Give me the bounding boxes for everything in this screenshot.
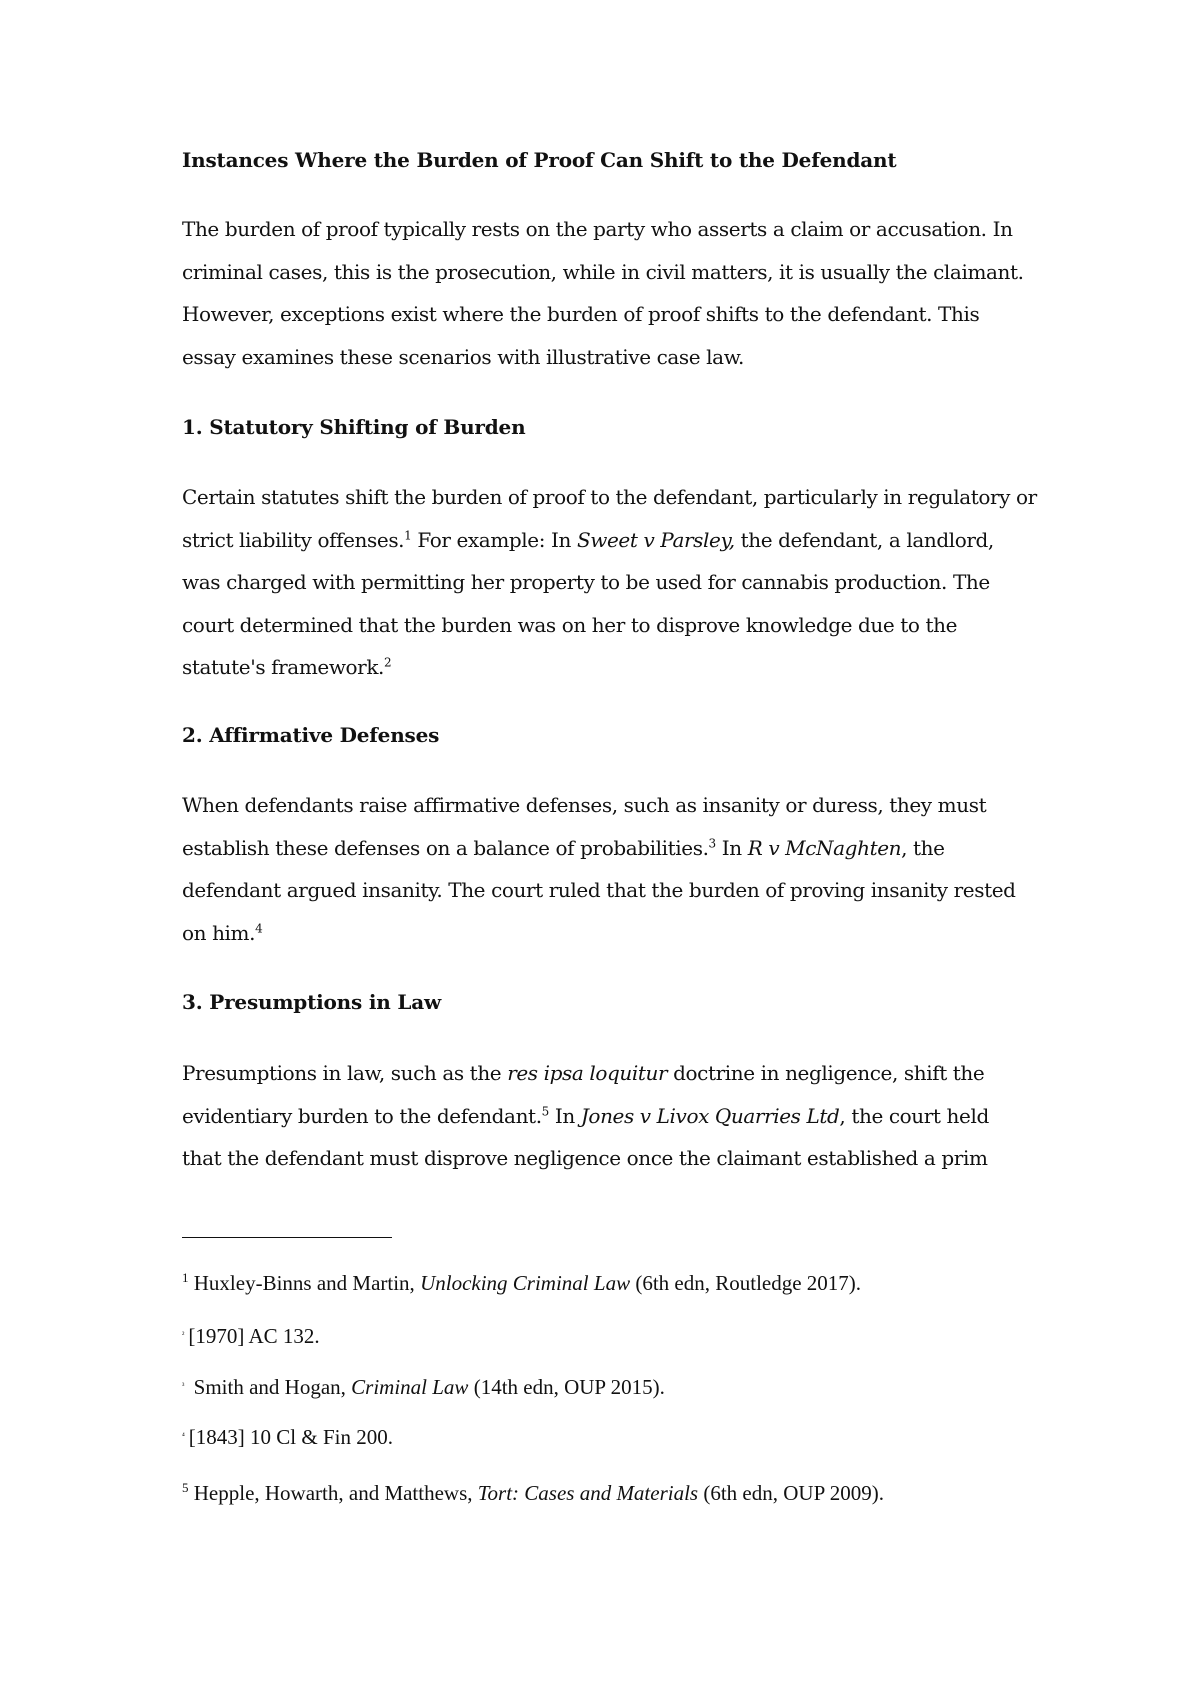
paragraph-line: defendant argued insanity. The court ruled that the burden of proving insanity rested bbox=[182, 878, 1016, 902]
paragraph-line: court determined that the burden was on her to disprove knowledge due to the bbox=[182, 612, 958, 637]
intro-line: criminal cases, this is the prosecution, while in civil matters, it is usually the claimant. bbox=[182, 259, 1024, 284]
paragraph-line: on him.$^4$ bbox=[182, 920, 263, 945]
paragraph-line: Certain statutes shift the burden of proof to the defendant, particularly in regulatory or bbox=[182, 485, 1037, 509]
case-name: R v McNaghten bbox=[747, 835, 902, 860]
footnote-3: $^{^3}$ Smith and Hogan, Criminal Law (14th edn, OUP 2015). bbox=[182, 1375, 665, 1399]
footnote-ref-4[interactable]: 4 bbox=[255, 920, 263, 935]
section-1-heading: 1. Statutory Shifting of Burden bbox=[182, 415, 526, 439]
paragraph-line: was charged with permitting her property to be used for cannabis production. The bbox=[182, 570, 990, 594]
case-name: Jones v Livox Quarries Ltd bbox=[580, 1103, 840, 1128]
intro-paragraph bbox=[182, 208, 1062, 378]
paragraph-line: statute's framework.$^2$ bbox=[182, 655, 392, 679]
paragraph-line: that the defendant must disprove negligence once the claimant established a prim bbox=[182, 1146, 988, 1170]
legal-term: res ipsa loquitur bbox=[507, 1061, 668, 1085]
footnote-ref-2[interactable]: 2 bbox=[384, 655, 392, 670]
case-name: Sweet v Parsley, bbox=[576, 527, 735, 552]
footnote-ref-3[interactable]: 3 bbox=[708, 835, 716, 850]
paragraph-line: Presumptions in law, such as the res ipsa loquitur doctrine in negligence, shift the bbox=[182, 1061, 985, 1085]
section-1-paragraph bbox=[182, 476, 1062, 689]
document-title: Instances Where the Burden of Proof Can Shift to the Defendant bbox=[182, 148, 897, 172]
section-2-paragraph bbox=[182, 784, 1062, 954]
footnote-2: $^{^2}$ [1970] AC 132. bbox=[182, 1324, 320, 1348]
intro-line: essay examines these scenarios with illustrative case law. bbox=[182, 344, 744, 369]
paragraph-line: strict liability offenses.$^1$ For example: In Sweet v Parsley, the defendant, a landlord, bbox=[182, 527, 994, 552]
footnote-5: $^5$ Hepple, Howarth, and Matthews, Tort: Cases and Materials (6th edn, OUP 2009). bbox=[182, 1480, 884, 1505]
paragraph-line: evidentiary burden to the defendant.$^5$ In Jones v Livox Quarries Ltd, the court held bbox=[182, 1103, 989, 1128]
footnote-4: $^{^4}$ [1843] 10 Cl & Fin 200. bbox=[182, 1425, 393, 1449]
paragraph-line: establish these defenses on a balance of probabilities.$^3$ In R v McNaghten, the bbox=[182, 835, 945, 860]
section-3-heading: 3. Presumptions in Law bbox=[182, 990, 441, 1014]
paragraph-line: When defendants raise affirmative defenses, such as insanity or duress, they must bbox=[182, 793, 987, 817]
footnote-ref-1[interactable]: 1 bbox=[404, 527, 412, 542]
footnote-separator bbox=[182, 1237, 392, 1238]
section-3-paragraph bbox=[182, 1052, 1062, 1180]
intro-line: However, exceptions exist where the burden of proof shifts to the defendant. This bbox=[182, 302, 980, 326]
intro-line: The burden of proof typically rests on the party who asserts a claim or accusation. In bbox=[182, 217, 1013, 241]
section-2-heading: 2. Affirmative Defenses bbox=[182, 723, 440, 747]
footnote-1: $^1$ Huxley-Binns and Martin, Unlocking Criminal Law (6th edn, Routledge 2017). bbox=[182, 1270, 862, 1295]
footnote-ref-5[interactable]: 5 bbox=[541, 1103, 549, 1118]
